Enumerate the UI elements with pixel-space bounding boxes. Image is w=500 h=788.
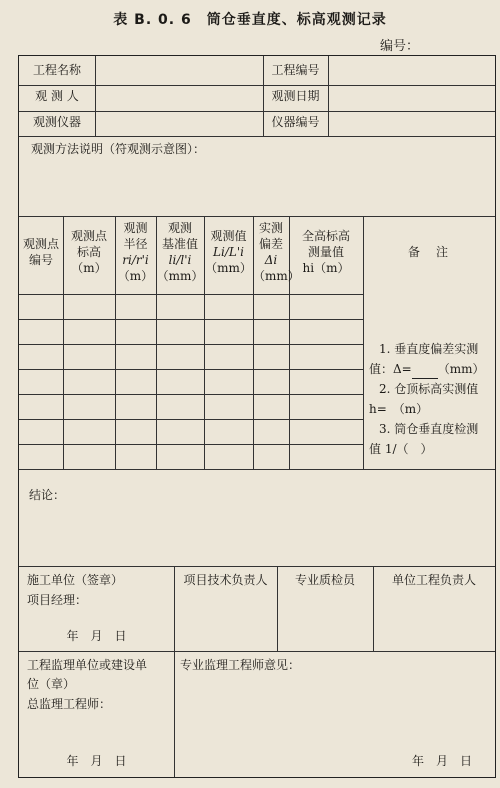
header-text: Δi bbox=[264, 253, 278, 267]
header-text: （mm） bbox=[156, 269, 204, 283]
grid-line bbox=[19, 369, 363, 370]
remark-text: 值：Δ= bbox=[369, 362, 412, 376]
chief-engineer-label: 总监理工程师： bbox=[27, 697, 112, 711]
remark-line: 值 1/（ ） bbox=[369, 442, 433, 456]
header-text: 观测点 bbox=[70, 229, 107, 243]
grid-line bbox=[19, 394, 363, 395]
header-text: li/l'i bbox=[168, 253, 192, 267]
row-divider bbox=[19, 566, 495, 567]
date-field: 年 月 日 bbox=[66, 629, 127, 643]
remarks-content bbox=[369, 339, 493, 459]
header-measured bbox=[204, 228, 253, 276]
header-text: 偏差 bbox=[258, 237, 283, 251]
header-text: 半径 bbox=[123, 237, 148, 251]
row-divider bbox=[19, 651, 495, 652]
header-point-elevation bbox=[63, 228, 115, 276]
header-text: 观测值 bbox=[210, 229, 247, 243]
col-divider bbox=[328, 56, 329, 136]
remark-line: h= （m） bbox=[369, 402, 429, 416]
header-radius bbox=[115, 220, 156, 284]
header-text: （m） bbox=[71, 261, 107, 275]
col-divider bbox=[95, 56, 96, 136]
supervision-unit-label: 位（章） bbox=[27, 677, 76, 691]
header-text: 基准值 bbox=[161, 237, 198, 251]
supervisor-opinion-label: 专业监理工程师意见： bbox=[180, 658, 301, 672]
grid-line bbox=[19, 344, 363, 345]
construction-unit-label: 施工单位（签章） bbox=[27, 573, 124, 587]
project-manager-label: 项目经理： bbox=[27, 593, 88, 607]
form-title: 表 B. 0. 6 筒仓垂直度、标高观测记录 bbox=[113, 12, 387, 28]
observation-date-label: 观测日期 bbox=[271, 89, 320, 103]
project-number-label: 工程编号 bbox=[271, 63, 320, 77]
header-text: 实测 bbox=[258, 221, 283, 235]
observation-record-form bbox=[18, 55, 496, 778]
remark-line bbox=[369, 359, 493, 379]
row-divider bbox=[19, 85, 495, 86]
row-divider bbox=[19, 216, 495, 217]
blank-field bbox=[412, 366, 438, 379]
header-text: 编号 bbox=[28, 253, 53, 267]
method-note: 观测方法说明（符观测示意图）： bbox=[31, 142, 206, 156]
header-text: ri/r'i bbox=[122, 253, 149, 267]
row-divider bbox=[19, 111, 495, 112]
project-name-label: 工程名称 bbox=[32, 63, 81, 77]
header-full-height bbox=[289, 228, 363, 276]
header-text: 观测点 bbox=[22, 237, 59, 251]
grid-line bbox=[19, 419, 363, 420]
header-remarks: 备 注 bbox=[407, 245, 450, 259]
header-baseline bbox=[156, 220, 204, 284]
row-divider bbox=[19, 136, 495, 137]
instrument-number-label: 仪器编号 bbox=[271, 115, 320, 129]
header-text: （m） bbox=[117, 269, 154, 283]
grid-line bbox=[19, 319, 363, 320]
remark-line: 3. 筒仓垂直度检测 bbox=[379, 422, 479, 436]
header-text: 标高 bbox=[76, 245, 101, 259]
grid-line bbox=[19, 294, 363, 295]
header-text: （mm） bbox=[205, 261, 252, 275]
header-text: 观测 bbox=[167, 221, 192, 235]
header-text: （mm） bbox=[253, 269, 300, 283]
observer-label: 观 测 人 bbox=[35, 89, 79, 103]
remark-line: 1. 垂直度偏差实测 bbox=[379, 342, 479, 356]
header-deviation bbox=[253, 220, 300, 284]
row-divider bbox=[19, 469, 495, 470]
col-divider bbox=[174, 651, 175, 777]
tech-lead-label: 项目技术负责人 bbox=[183, 573, 268, 587]
date-field: 年 月 日 bbox=[66, 754, 127, 768]
conclusion-label: 结论： bbox=[29, 488, 66, 502]
unit-lead-label: 单位工程负责人 bbox=[391, 573, 476, 587]
grid-line bbox=[19, 444, 363, 445]
supervision-unit-label: 工程监理单位或建设单 bbox=[27, 658, 148, 672]
remark-text: （mm） bbox=[437, 362, 485, 376]
header-text: 观测 bbox=[123, 221, 148, 235]
header-text: hi（m） bbox=[302, 261, 350, 275]
header-text: Li/L'i bbox=[213, 245, 244, 259]
header-text: 全高标高 bbox=[301, 229, 350, 243]
quality-inspector-label: 专业质检员 bbox=[294, 573, 355, 587]
instrument-label: 观测仪器 bbox=[32, 115, 81, 129]
remark-line: 2. 仓顶标高实测值 bbox=[379, 382, 479, 396]
form-number-label: 编号： bbox=[380, 39, 420, 54]
header-text: 测量值 bbox=[307, 245, 344, 259]
date-field: 年 月 日 bbox=[411, 754, 472, 768]
header-point-number bbox=[19, 236, 63, 268]
